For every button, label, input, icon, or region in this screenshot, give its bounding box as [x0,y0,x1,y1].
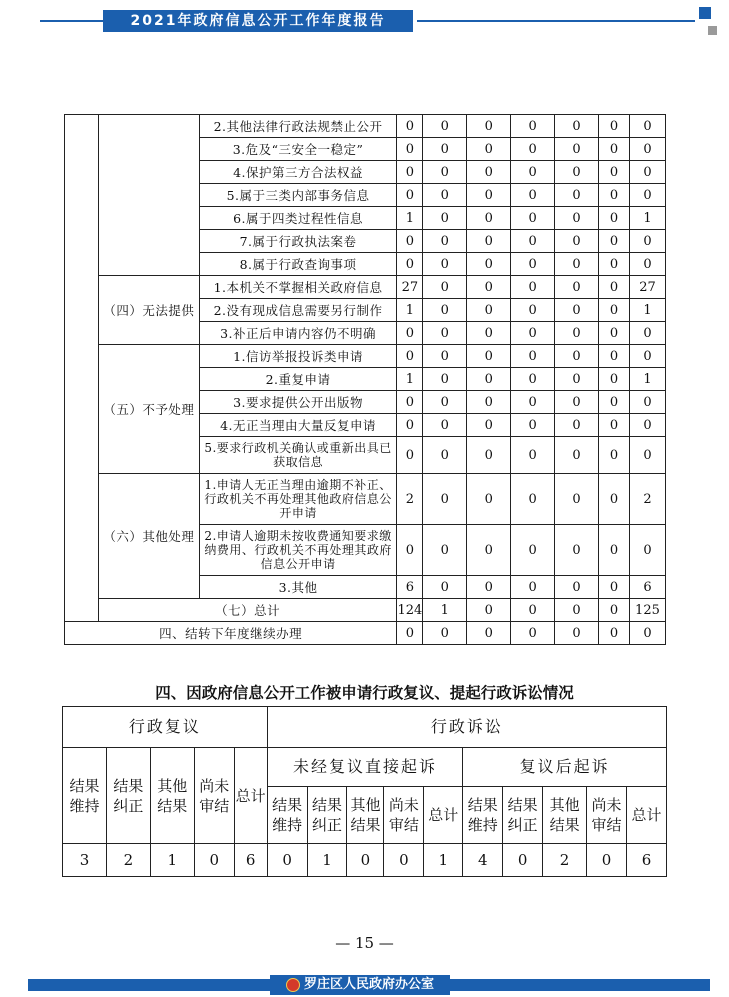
value-cell: 0 [598,414,629,437]
row-label: 2.没有现成信息需要另行制作 [199,299,397,322]
value-cell: 0 [423,230,467,253]
value-cell: 0 [598,525,629,576]
table-row-carry [65,622,666,645]
value-cell: 0 [598,599,629,622]
column-label: 尚未审结 [587,787,627,844]
direct-header: 未经复议直接起诉 [267,748,463,787]
value-cell: 0 [467,368,511,391]
value-cell: 0 [598,622,629,645]
value-cell: 0 [598,115,629,138]
value-cell: 0 [467,622,511,645]
value-cell: 0 [511,184,555,207]
value-cell: 0 [467,599,511,622]
value-cell: 0 [511,525,555,576]
value-cell: 0 [423,368,467,391]
value-cell: 0 [555,207,599,230]
value-cell: 0 [598,184,629,207]
value-cell: 0 [511,576,555,599]
row-label: 3.危及“三安全一稳定” [199,138,397,161]
value-cell: 2 [543,844,587,877]
total-label: （七）总计 [98,599,396,622]
value-cell: 0 [467,276,511,299]
value-cell: 0 [511,115,555,138]
corner-square-blue [699,7,711,19]
value-cell: 0 [555,474,599,525]
value-cell: 0 [555,525,599,576]
value-cell: 0 [503,844,543,877]
value-cell: 1 [629,368,665,391]
value-cell: 0 [555,599,599,622]
value-cell: 0 [629,253,665,276]
value-cell: 0 [555,391,599,414]
value-cell: 0 [629,414,665,437]
column-label: 尚未审结 [384,787,424,844]
table-row [65,276,666,299]
value-cell: 0 [511,230,555,253]
value-cell: 0 [423,161,467,184]
value-cell: 0 [555,414,599,437]
value-cell: 0 [511,161,555,184]
row-label: 5.属于三类内部事务信息 [199,184,397,207]
value-cell: 0 [555,299,599,322]
row-label: 4.保护第三方合法权益 [199,161,397,184]
value-cell: 0 [511,368,555,391]
value-cell: 6 [626,844,666,877]
value-cell: 0 [347,844,384,877]
value-cell: 0 [511,253,555,276]
value-cell: 0 [397,345,423,368]
value-cell: 27 [629,276,665,299]
row-label: 2.申请人逾期未按收费通知要求缴纳费用、行政机关不再处理其政府信息公开申请 [199,525,397,576]
litigation-header: 行政诉讼 [267,707,666,748]
footer-banner [270,975,450,995]
row-label: 1.本机关不掌握相关政府信息 [199,276,397,299]
row-label: 6.属于四类过程性信息 [199,207,397,230]
value-cell: 0 [629,322,665,345]
value-cell: 6 [629,576,665,599]
emblem-icon [286,978,300,992]
row-label: 2.其他法律行政法规禁止公开 [199,115,397,138]
value-cell: 0 [511,138,555,161]
value-cell: 0 [397,253,423,276]
value-cell: 0 [598,474,629,525]
value-cell: 0 [598,576,629,599]
value-cell: 0 [629,525,665,576]
report-title: 2021年政府信息公开工作年度报告 [103,10,413,32]
value-cell: 0 [467,576,511,599]
value-cell: 0 [555,115,599,138]
value-cell: 0 [555,276,599,299]
row-label: 3.其他 [199,576,397,599]
group-label: （六）其他处理 [98,474,199,599]
value-cell: 0 [467,207,511,230]
column-label: 其他结果 [543,787,587,844]
value-cell: 6 [234,844,267,877]
value-cell: 0 [629,138,665,161]
column-label: 结果纠正 [503,787,543,844]
column-label: 总计 [626,787,666,844]
value-cell: 0 [511,414,555,437]
disclosure-results-table [64,114,666,645]
value-cell: 124 [397,599,423,622]
value-cell: 0 [423,138,467,161]
value-cell: 0 [555,253,599,276]
value-cell: 0 [467,184,511,207]
carry-label: 四、结转下年度继续办理 [65,622,397,645]
value-cell: 0 [423,276,467,299]
value-cell: 0 [423,253,467,276]
review-litigation-table [62,706,667,877]
value-cell: 27 [397,276,423,299]
value-cell: 0 [397,184,423,207]
value-cell: 0 [423,322,467,345]
value-cell: 0 [423,391,467,414]
row-label: 1.信访举报投诉类申请 [199,345,397,368]
column-label: 总计 [424,787,463,844]
column-label: 其他结果 [150,748,194,844]
value-cell: 0 [397,525,423,576]
footer-org: 罗庄区人民政府办公室 [303,977,434,992]
table-header-row [63,707,667,748]
column-label: 结果维持 [63,748,107,844]
value-cell: 0 [629,345,665,368]
value-cell: 1 [629,207,665,230]
value-cell: 0 [397,161,423,184]
table-row-total [65,599,666,622]
value-cell: 0 [629,230,665,253]
value-cell: 0 [397,437,423,474]
column-label: 结果纠正 [307,787,347,844]
row-label: 3.要求提供公开出版物 [199,391,397,414]
value-cell: 2 [629,474,665,525]
value-cell: 1 [307,844,347,877]
value-cell: 0 [467,115,511,138]
value-cell: 0 [384,844,424,877]
value-cell: 0 [467,345,511,368]
column-label: 尚未审结 [194,748,234,844]
value-cell: 0 [511,299,555,322]
row-label: 3.补正后申请内容仍不明确 [199,322,397,345]
table-row [65,474,666,525]
value-cell: 0 [467,322,511,345]
value-cell: 0 [629,115,665,138]
value-cell: 0 [511,207,555,230]
value-cell: 0 [467,253,511,276]
value-cell: 0 [598,276,629,299]
value-cell: 0 [598,391,629,414]
row-label: 5.要求行政机关确认或重新出具已获取信息 [199,437,397,474]
value-cell: 0 [629,184,665,207]
value-cell: 0 [423,345,467,368]
value-cell: 1 [629,299,665,322]
value-cell: 1 [397,299,423,322]
value-cell: 0 [598,207,629,230]
value-cell: 0 [467,138,511,161]
value-cell: 0 [423,414,467,437]
value-cell: 0 [423,576,467,599]
value-cell: 0 [598,437,629,474]
row-label: 2.重复申请 [199,368,397,391]
value-cell: 0 [467,437,511,474]
corner-square-grey [708,26,717,35]
section-title: 四、因政府信息公开工作被申请行政复议、提起行政诉讼情况 [155,684,574,702]
value-cell: 0 [629,622,665,645]
column-label: 其他结果 [347,787,384,844]
value-cell: 0 [555,230,599,253]
column-label: 结果维持 [463,787,503,844]
row-label: 4.无正当理由大量反复申请 [199,414,397,437]
value-cell: 0 [194,844,234,877]
value-cell: 0 [511,345,555,368]
value-cell: 0 [555,322,599,345]
value-cell: 0 [629,437,665,474]
value-cell: 0 [555,437,599,474]
value-cell: 0 [555,622,599,645]
value-cell: 0 [467,525,511,576]
column-label: 总计 [234,748,267,844]
value-cell: 0 [397,322,423,345]
page-number: — 15 — [335,934,394,952]
value-cell: 0 [555,576,599,599]
value-cell: 0 [397,138,423,161]
value-cell: 0 [423,115,467,138]
value-cell: 0 [423,622,467,645]
value-cell: 0 [629,161,665,184]
table-row [65,345,666,368]
column-label: 结果纠正 [106,748,150,844]
value-cell: 0 [467,230,511,253]
after-header: 复议后起诉 [463,748,667,787]
value-cell: 0 [598,322,629,345]
value-cell: 0 [267,844,307,877]
value-cell: 0 [598,253,629,276]
value-cell: 0 [555,345,599,368]
value-cell: 6 [397,576,423,599]
value-cell: 0 [598,161,629,184]
value-cell: 0 [397,230,423,253]
value-cell: 0 [555,184,599,207]
value-cell: 0 [587,844,627,877]
value-cell: 0 [423,525,467,576]
value-cell: 0 [467,299,511,322]
value-cell: 0 [423,299,467,322]
value-cell: 1 [397,368,423,391]
value-cell: 0 [397,414,423,437]
value-cell: 2 [106,844,150,877]
value-cell: 0 [598,299,629,322]
row-label: 8.属于行政查询事项 [199,253,397,276]
value-cell: 0 [598,368,629,391]
table-header-row [63,748,667,787]
value-cell: 0 [511,391,555,414]
table-row [63,844,667,877]
value-cell: 0 [555,161,599,184]
value-cell: 0 [629,391,665,414]
value-cell: 0 [555,368,599,391]
value-cell: 0 [397,622,423,645]
value-cell: 0 [511,437,555,474]
value-cell: 1 [150,844,194,877]
value-cell: 0 [397,391,423,414]
value-cell: 0 [423,474,467,525]
value-cell: 0 [467,161,511,184]
row-label: 7.属于行政执法案卷 [199,230,397,253]
value-cell: 0 [467,414,511,437]
value-cell: 1 [424,844,463,877]
review-header: 行政复议 [63,707,268,748]
value-cell: 0 [598,138,629,161]
value-cell: 1 [423,599,467,622]
value-cell: 0 [511,276,555,299]
value-cell: 0 [467,474,511,525]
column-label: 结果维持 [267,787,307,844]
table-row [65,115,666,138]
value-cell: 0 [511,474,555,525]
value-cell: 0 [423,207,467,230]
value-cell: 0 [511,622,555,645]
value-cell: 0 [423,437,467,474]
value-cell: 0 [423,184,467,207]
value-cell: 0 [511,599,555,622]
value-cell: 0 [555,138,599,161]
value-cell: 0 [598,230,629,253]
value-cell: 0 [467,391,511,414]
group-label: （四）无法提供 [98,276,199,345]
value-cell: 1 [397,207,423,230]
group-label: （五）不予处理 [98,345,199,474]
value-cell: 125 [629,599,665,622]
outer-blank-cell [65,115,99,622]
value-cell: 4 [463,844,503,877]
value-cell: 3 [63,844,107,877]
value-cell: 0 [397,115,423,138]
value-cell: 2 [397,474,423,525]
row-label: 1.申请人无正当理由逾期不补正、行政机关不再处理其他政府信息公开申请 [199,474,397,525]
group-blank-cell [98,115,199,276]
value-cell: 0 [598,345,629,368]
value-cell: 0 [511,322,555,345]
